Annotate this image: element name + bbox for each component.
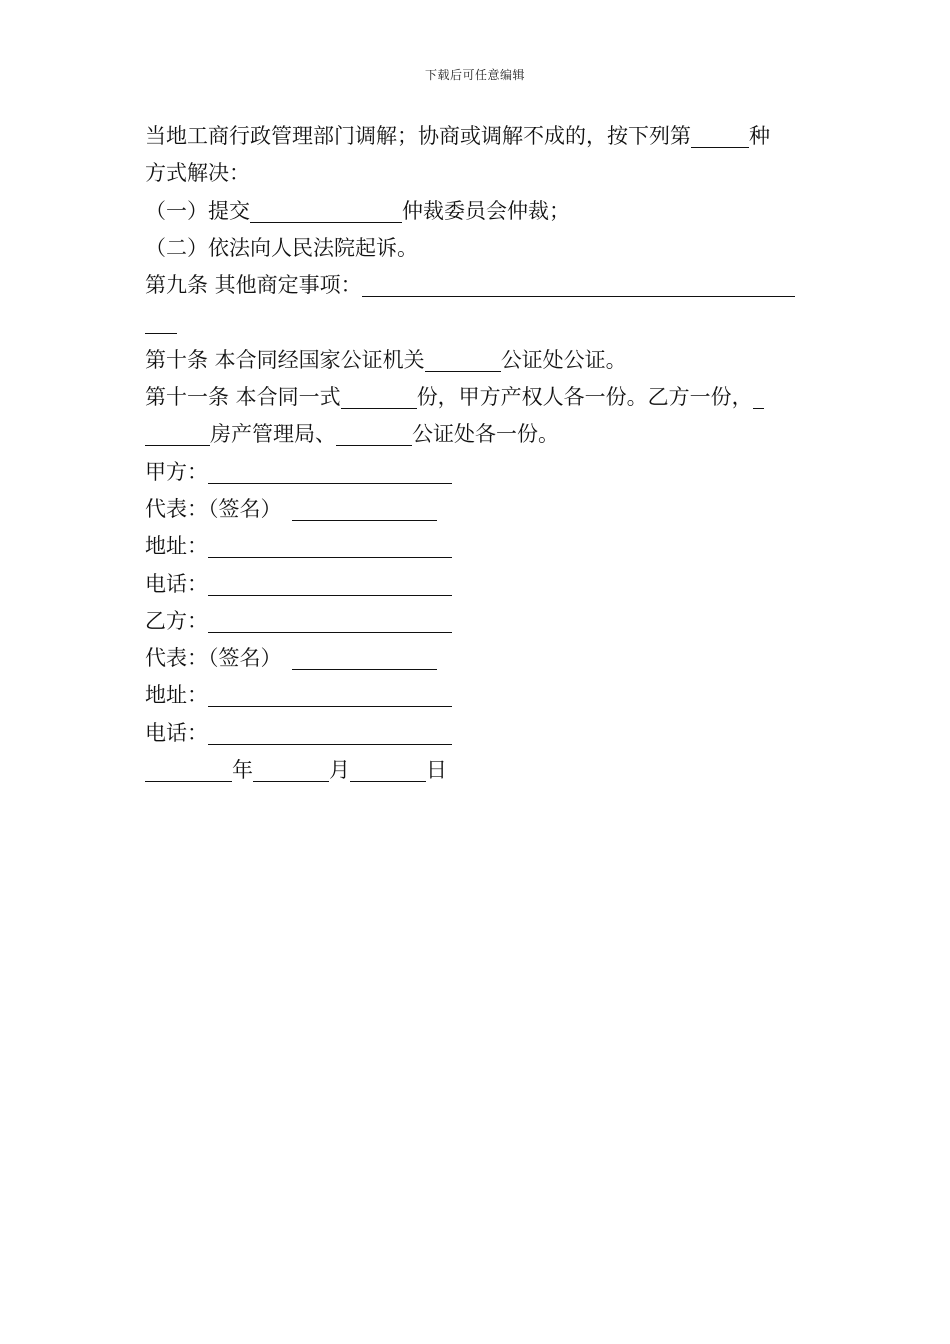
clause-dispute-line-2: 方式解决： <box>145 161 250 186</box>
option-lawsuit: （二）依法向人民法院起诉。 <box>145 235 418 260</box>
page-header: 下载后可任意编辑 <box>424 68 525 82</box>
blank-party-b[interactable] <box>208 610 452 633</box>
article-10 <box>145 342 810 379</box>
blank-housing-bureau[interactable] <box>145 423 210 446</box>
party-b-address <box>145 677 810 714</box>
option-arbitration <box>145 193 810 230</box>
article-10-suffix: 公证处公证。 <box>500 347 627 372</box>
blank-other-matters-cont[interactable] <box>145 311 177 334</box>
party-b-representative <box>145 640 810 677</box>
blank-notary-office[interactable] <box>425 349 501 372</box>
article-9 <box>145 267 810 304</box>
year-label: 年 <box>232 758 253 783</box>
article-10-prefix: 第十条 本合同经国家公证机关 <box>145 347 425 372</box>
blank-addr-a[interactable] <box>208 535 452 558</box>
blank-month[interactable] <box>253 759 329 782</box>
blank-tel-b[interactable] <box>208 722 452 745</box>
party-a-label: 甲方： <box>145 459 208 484</box>
option-arbitration-suffix: 仲裁委员会仲裁； <box>402 198 570 223</box>
article-11-end: 公证处各一份。 <box>412 422 559 447</box>
blank-party-a[interactable] <box>208 461 452 484</box>
date-line <box>145 752 810 789</box>
clause-dispute-text-end: 种 <box>749 124 770 148</box>
blank-tel-a[interactable] <box>208 573 452 596</box>
tel-b-label: 电话： <box>145 720 208 745</box>
article-11-line-2 <box>145 416 810 453</box>
contract-body <box>145 118 810 789</box>
clause-dispute-text: 当地工商行政管理部门调解；协商或调解不成的，按下列第 <box>145 124 691 148</box>
blank-rep-b-signature[interactable] <box>292 647 437 670</box>
blank-housing-bureau-start[interactable] <box>753 386 764 409</box>
blank-rep-a-signature[interactable] <box>292 498 437 521</box>
party-a-name <box>145 454 810 491</box>
blank-other-matters[interactable] <box>362 274 795 297</box>
blank-year[interactable] <box>145 759 232 782</box>
party-b-phone <box>145 715 810 752</box>
blank-addr-b[interactable] <box>208 684 452 707</box>
article-11-prefix: 第十一条 本合同一式 <box>145 385 341 410</box>
blank-method-number[interactable] <box>691 125 749 148</box>
day-label: 日 <box>426 758 447 783</box>
party-a-representative <box>145 491 810 528</box>
party-b-name <box>145 603 810 640</box>
party-a-address <box>145 528 810 565</box>
party-a-phone <box>145 566 810 603</box>
article-11-mid: 份，甲方产权人各一份。乙方一份， <box>416 385 753 410</box>
article-11-bureau: 房产管理局、 <box>210 422 336 447</box>
article-9-continuation <box>145 304 810 341</box>
party-b-label: 乙方： <box>145 608 208 633</box>
addr-b-label: 地址： <box>145 683 208 708</box>
blank-day[interactable] <box>350 759 426 782</box>
rep-a-label: 代表：（签名） <box>145 496 282 521</box>
article-11-line-1 <box>145 379 810 416</box>
addr-a-label: 地址： <box>145 534 208 559</box>
blank-notary-office-2[interactable] <box>336 423 412 446</box>
rep-b-label: 代表：（签名） <box>145 646 282 671</box>
tel-a-label: 电话： <box>145 571 208 596</box>
blank-copies-count[interactable] <box>341 386 417 409</box>
article-9-label: 第九条 其他商定事项： <box>145 273 362 298</box>
blank-arbitration-committee[interactable] <box>250 200 402 223</box>
option-arbitration-prefix: （一）提交 <box>145 198 250 223</box>
clause-dispute-line-1 <box>145 118 810 155</box>
month-label: 月 <box>329 758 350 783</box>
